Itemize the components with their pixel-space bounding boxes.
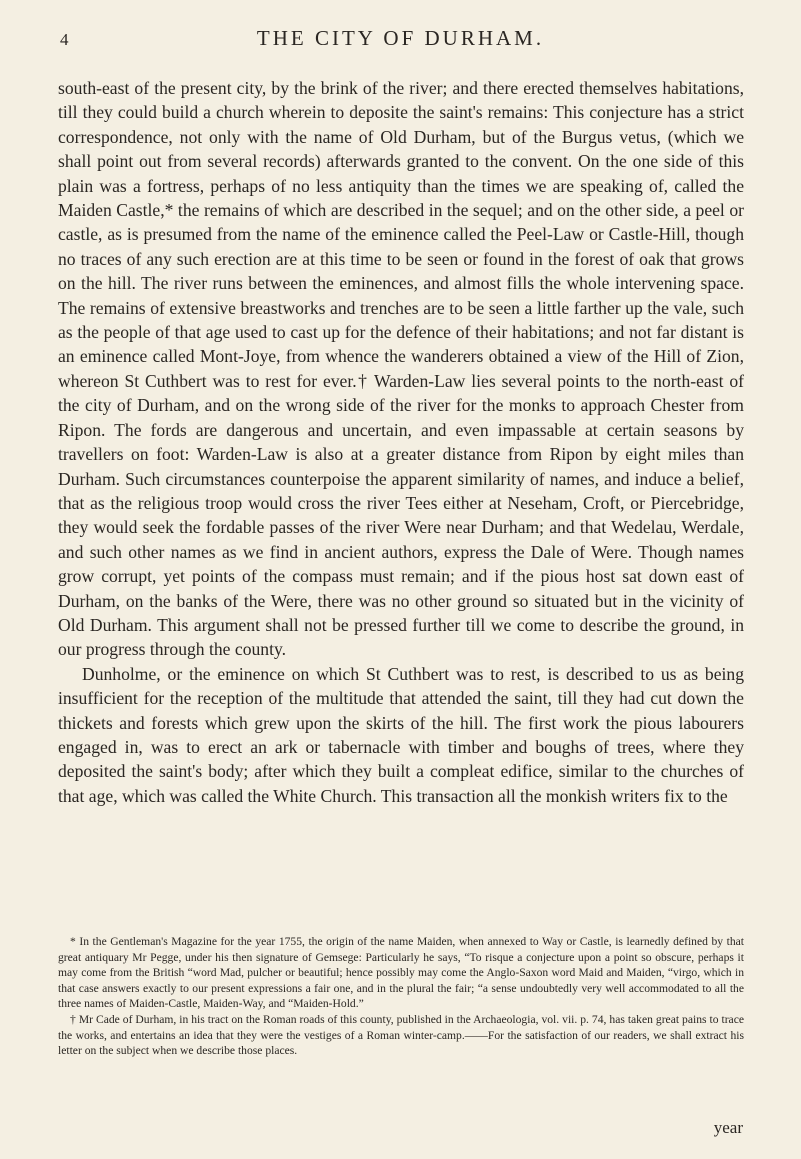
body-paragraph: south-east of the present city, by the brink of the river; and there erected themselves habitations, till they could build a church wherein to deposite the saint's remains: This conjecture has a strict correspondence, not only with the name of Old Durham, but of the Burgus vetus, (which we shall point out from several records) afterwards granted to the convent. On the one side of this plain was a fortress, perhaps of no less antiquity than the times we are speaking of, called the Maiden Castle,* the remains of which are described in the sequel; and on the other side, a peel or castle, as is presumed from the name of the eminence called the Peel-Law or Castle-Hill, though no traces of any such erection are at this time to be seen or found in the forest of oak that grows on the hill. The river runs between the eminences, and almost fills the whole intervening space. The remains of extensive breastworks and trenches are to be seen a little farther up the vale, such as the people of that age used to cast up for the defence of their habitations; and not far distant is an eminence called Mont-Joye, from whence the wanderers obtained a view of the Hill of Zion, whereon St Cuthbert was to rest for ever.† Warden-Law lies several points to the north-east of the city of Durham, and on the wrong side of the river for the monks to approach Chester from Ripon. The fords are dangerous and uncertain, and even impassable at certain seasons by travellers on foot: Warden-Law is also at a greater distance from Ripon by eight miles than Durham. Such circumstances counterpoise the apparent similarity of names, and induce a belief, that as the religious troop would cross the river Tees either at Neseham, Croft, or Piercebridge, they would seek the fordable passes of the river Were near Durham; and that Wedelau, Werdale, and such other names as we find in ancient authors, express the Dale of Were. Though names grow corrupt, yet points of the compass must remain; and if the pious host sat down east of Durham, on the banks of the Were, there was no other ground so situated but in the vicinity of Old Durham. This argument shall not be pressed further till we come to describe the ground, in our progress through the county. [58, 78, 744, 660]
page-number: 4 [60, 30, 69, 49]
footnotes [58, 934, 744, 1059]
running-title: THE CITY OF DURHAM. [256, 26, 545, 50]
footnote: * In the Gentleman's Magazine for the year 1755, the origin of the name Maiden, when annexed to Way or Castle, is learnedly defined by that great antiquary Mr Pegge, under his then signature of Gemsege: Particularly he says, “To risque a conjecture upon a point so obscure, perhaps it may come from the British “word Mad, pulcher or beautiful; hence possibly may come the Anglo-Saxon word Maid and Maiden, “virgo, which in that case answers exactly to our present expressions a fair one, and in the plural the fair; “a sense undoubtedly very well accommodated to all the three names of Maiden-Castle, Maiden-Way, and “Maiden-Hold.” [58, 935, 744, 1011]
footnote: † Mr Cade of Durham, in his tract on the Roman roads of this county, published in the Archaeologia, vol. vii. p. 74, has taken great pains to trace the works, and entertains an idea that they were the vestiges of a Roman winter-camp.——For the satisfaction of our readers, we shall extract his letter on the subject when we describe those places. [58, 1012, 744, 1058]
body-paragraph: Dunholme, or the eminence on which St Cuthbert was to rest, is described to us as being insufficient for the reception of the multitude that attended the saint, till they had cut down the thickets and forests which grew upon the skirts of the hill. The first work the pious labourers engaged in, was to erect an ark or tabernacle with timber and boughs of trees, where they deposited the saint's body; after which they built a compleat edifice, similar to the churches of that age, which was called the White Church. This transaction all the monkish writers fix to the [58, 663, 744, 806]
catchword: year [713, 1118, 743, 1137]
body-text [58, 76, 744, 808]
